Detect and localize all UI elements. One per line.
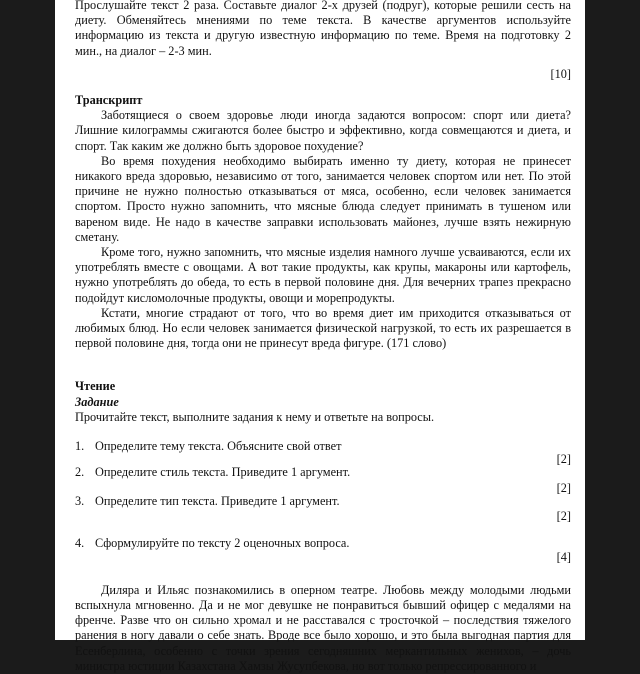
transcript-title: Транскрипт bbox=[75, 93, 143, 108]
task-text: Определите тему текста. Объясните свой ответ bbox=[95, 439, 342, 454]
transcript-paragraph: Кроме того, нужно запомнить, что мясные изделия намного лучше усваиваются, если их употреблять вместе с овощами. А вот такие продукты, как крупы, макароны или картофель, нужно употреблять до обеда, то есть в первой половине дня. Для вечерних трапез прекрасно подойдут кисломолочные продукты, овощи и морепродукты. bbox=[75, 245, 571, 305]
transcript-paragraph: Заботящиеся о своем здоровье люди иногда задаются вопросом: спорт или диета? Лишние килограммы сжигаются более быстро и эффективно, когда совмещаются и диета, и спорт. Так каким же должно быть здоровое похудение? bbox=[75, 108, 571, 153]
task-item bbox=[75, 536, 571, 551]
transcript-paragraph: Во время похудения необходимо выбирать именно ту диету, которая не принесет никакого вреда здоровью, независимо от того, занимается человек спортом или нет. По этой причине не нужно полностью отказываться от мяса, особенно, если человек занимается спортом. Просто нужно запомнить, что мясные блюда следует принимать в тушеном или вареном виде. Не надо в качестве заправки использовать майонез, лучше взять нежирную сметану. bbox=[75, 153, 571, 244]
reading-instruction: Прочитайте текст, выполните задания к нему и ответьте на вопросы. bbox=[75, 409, 435, 424]
task-score: [2] bbox=[556, 452, 571, 467]
task-number: 4. bbox=[75, 536, 85, 551]
task-score: [2] bbox=[556, 480, 571, 495]
transcript-paragraph: Кстати, многие страдают от того, что во время диет им приходится отказываться от любимых блюд. Но если человек занимается физической нагрузкой, то есть их разрешается в первой половине дня, тогда они не принесут вреда фигуре. (171 слово) bbox=[75, 305, 571, 351]
task-number: 1. bbox=[75, 439, 85, 454]
task-score: [4] bbox=[556, 549, 571, 564]
reading-subtitle: Задание bbox=[75, 394, 119, 409]
task-text: Определите стиль текста. Приведите 1 аргумент. bbox=[95, 465, 351, 480]
listening-score: [10] bbox=[550, 66, 571, 81]
task-item bbox=[75, 439, 571, 454]
task-item bbox=[75, 494, 571, 509]
document-page bbox=[55, 0, 585, 673]
document-content bbox=[75, 0, 571, 674]
reading-story: Диляра и Ильяс познакомились в оперном театре. Любовь между молодыми людьми вспыхнула мгновенно. Да и не мог девушке не понравиться бывший офицер с медалями на френче. Разве что он сильно хромал и не расставался с тросточкой – последствия тяжелого ранения в ногу давали о себе знать. Вроде все было хорошо, и это была выгодная партия для Есенберлина, особенно с точки зрения сегодняшних меркантильных женихов, – дочь министра юстиции Казахстана Хамзы Жусупбекова, но вот только репрессированного и bbox=[75, 582, 571, 673]
reading-title: Чтение bbox=[75, 379, 116, 394]
task-text: Определите тип текста. Приведите 1 аргумент. bbox=[95, 493, 340, 508]
task-number: 2. bbox=[75, 465, 85, 480]
task-item bbox=[75, 465, 571, 480]
task-score: [2] bbox=[556, 509, 571, 524]
task-text: Сформулируйте по тексту 2 оценочных вопроса. bbox=[95, 536, 350, 551]
listening-instruction: Прослушайте текст 2 раза. Составьте диалог 2-х друзей (подруг), которые решили сесть на диету. Обменяйтесь мнениями по теме текста. В качестве аргументов используйте информацию из текста и другую известную информацию по теме. Время на подготовку 2 мин., на диалог – 2-3 мин. bbox=[75, 0, 571, 58]
task-number: 3. bbox=[75, 493, 85, 508]
